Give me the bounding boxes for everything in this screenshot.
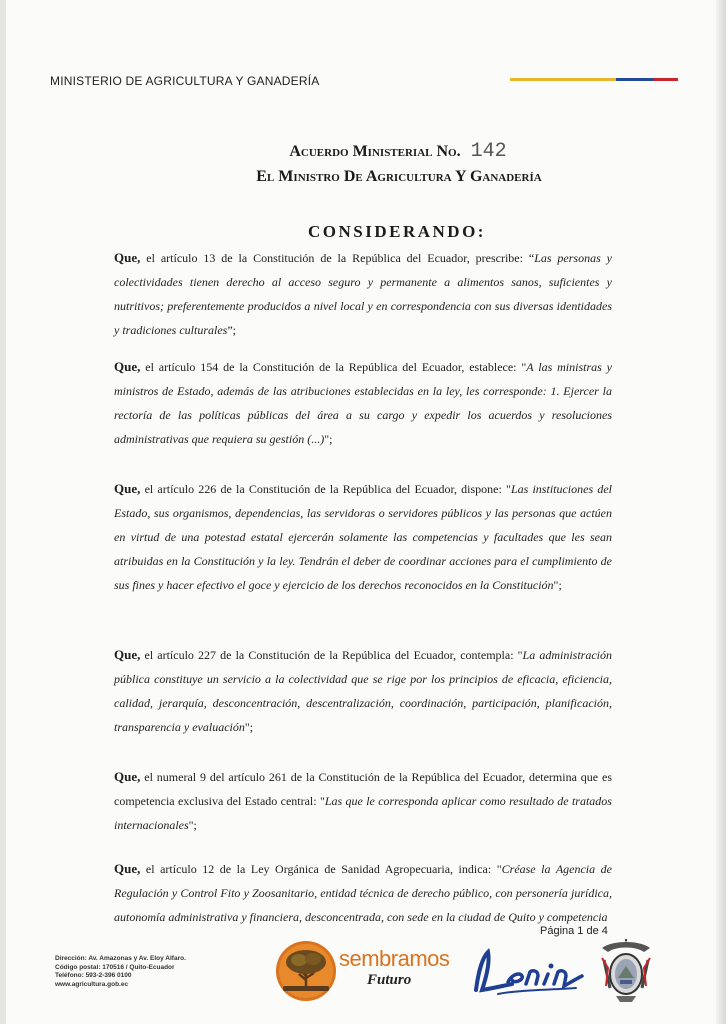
sembramos-futuro-logo [275,940,455,1002]
sembramos-logo-text: sembramos [339,946,450,971]
clause-body: el artículo 227 de la Constitución de la República del Ecuador, contempla: " [140,648,523,662]
clause-tail: "; [324,432,333,446]
clause-quote: Las personas y colectividades tienen derecho al acceso seguro y permanente a alimentos sanos, suficientes y nutritivos; preferentemente producidos a nivel local y en correspondencia con sus diversas identidades y tradiciones culturales [114,251,612,337]
clause-lead: Que, [114,861,141,876]
footer-postal-line: Código postal: 170516 / Quito-Ecuador [55,963,175,971]
clause-body: el artículo 154 de la Constitución de la República del Ecuador, establece: " [140,360,527,374]
clause-2 [114,355,612,451]
coat-of-arms-icon [598,938,654,1004]
clause-1 [114,246,612,342]
clause-6 [114,857,612,929]
clause-body: el artículo 13 de la Constitución de la República del Ecuador, prescribe: “ [140,251,535,265]
footer-address-line: Dirección: Av. Amazonas y Av. Eloy Alfaro. [55,955,186,962]
clause-quote: A las ministras y ministros de Estado, además de las atribuciones establecidas en la ley, les corresponde: 1. Ejercer la rectoría de las políticas públicas del área a su cargo y expedir los acuerdos y resoluciones administrativas que requiera su gestión (...) [114,360,612,446]
clause-body: el artículo 12 de la Ley Orgánica de Sanidad Agropecuaria, indica: " [140,862,502,876]
agreement-title-text: Acuerdo Ministerial No. [289,143,461,160]
futuro-logo-text: Futuro [367,972,412,988]
lenin-signature-logo [468,944,588,1000]
clause-4 [114,643,612,739]
footer-web-link[interactable]: www.agricultura.gob.ec [55,980,129,988]
clause-body: el artículo 226 de la Constitución de la República del Ecuador, dispone: " [140,482,511,496]
clause-tail: ”; [227,323,236,337]
clause-body: el numeral 9 del artículo 261 de la Constitución de la República del Ecuador, determina que es competencia exclusiva del Estado central: " [114,770,612,808]
clause-tail: "; [244,720,254,734]
agreement-number: 142 [470,140,507,163]
clause-quote: La administración pública constituye un servicio a la colectividad que se rige por los principios de eficacia, eficiencia, calidad, jerarquía, desconcentración, descentralización, coordinación, participación, planificación, transparencia y evaluación [114,648,613,734]
section-heading: CONSIDERANDO: [308,222,486,241]
clause-tail: "; [553,578,562,592]
rule-red [654,78,678,81]
clause-lead: Que, [114,250,141,265]
page-number: Página 1 de 4 [540,925,608,937]
clause-lead: Que, [114,481,141,496]
clause-lead: Que, [114,647,141,662]
clause-lead: Que, [114,769,141,784]
clause-quote: Las instituciones del Estado, sus organismos, dependencias, las servidoras o servidores públicos y las personas que actúen en virtud de una potestad estatal ejercerán solamente las competencias y facultades que les sean atribuidas en la Constitución y la ley. Tendrán el deber de coordinar acciones para el cumplimiento de sus fines y hacer efectivo el goce y ejercicio de los derechos reconocidos en la Constitución [114,482,612,592]
rule-blue [616,78,654,81]
agreement-title [0,140,726,163]
minister-title: El Ministro De Agricultura Y Ganadería [256,168,542,185]
clause-tail: "; [188,818,197,832]
footer-phone-line: Teléfono: 593-2-396 0100 [55,972,132,979]
ministry-header: MINISTERIO DE AGRICULTURA Y GANADERÍA [50,74,320,88]
footer-contact [55,955,186,989]
clause-quote: Las que le corresponda aplicar como resultado de tratados internacionales [114,794,612,832]
clause-quote: Créase la Agencia de Regulación y Control Fito y Zoosanitario, entidad técnica de derecho público, con personería jurídica, autonomía administrativa y financiera, desconcentrada, con sede en la ciudad de Quito y competencia [114,862,612,924]
clause-lead: Que, [114,359,141,374]
clause-5 [114,765,612,837]
tree-icon [275,940,337,1002]
clause-3 [114,477,612,597]
header-color-rule [510,78,678,81]
rule-yellow [510,78,616,81]
